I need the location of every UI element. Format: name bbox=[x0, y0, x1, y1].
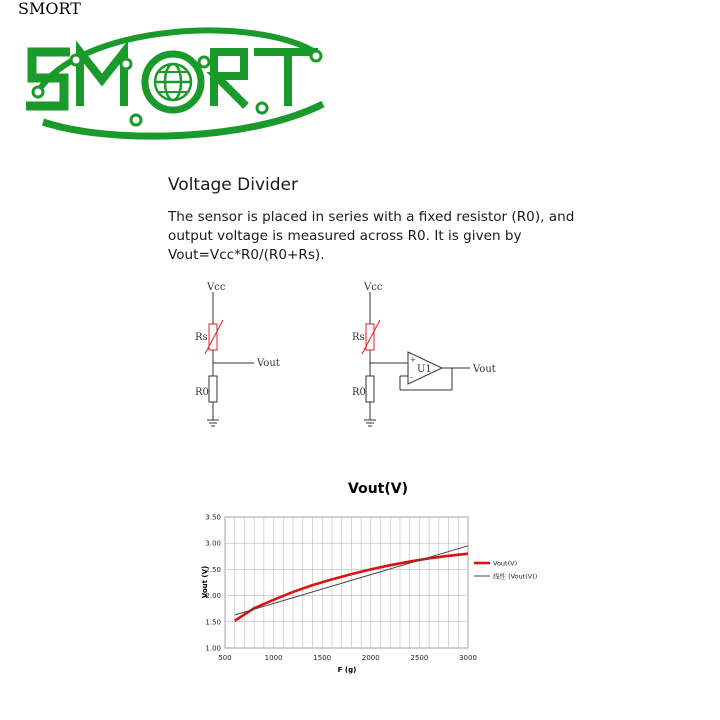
vcc-label: Vcc bbox=[207, 282, 226, 293]
globe-icon bbox=[145, 54, 201, 110]
description-line: The sensor is placed in series with a fixed resistor (R0), and bbox=[168, 209, 575, 225]
legend-entry: 线性 (Vout(V)) bbox=[493, 572, 538, 581]
y-tick-label: 2.50 bbox=[205, 565, 221, 574]
x-axis-label: F (g) bbox=[337, 666, 357, 674]
legend-entry: Vout(V) bbox=[493, 559, 518, 568]
r0-label: R0 bbox=[352, 387, 366, 398]
x-tick-label: 500 bbox=[218, 654, 232, 662]
r0-label: R0 bbox=[195, 387, 209, 398]
x-tick-label: 2500 bbox=[410, 654, 429, 662]
description-text bbox=[168, 208, 588, 265]
description-line: output voltage is measured across R0. It is given by bbox=[168, 228, 522, 244]
x-tick-label: 1000 bbox=[264, 654, 283, 662]
y-tick-label: 1.00 bbox=[205, 644, 221, 653]
smort-logo bbox=[18, 0, 328, 140]
svg-text:SMORT: SMORT bbox=[18, 0, 81, 18]
plot-area bbox=[225, 517, 468, 648]
rs-label: Rs bbox=[195, 332, 208, 343]
circuit-diagrams bbox=[180, 278, 520, 438]
y-tick-label: 2.00 bbox=[205, 592, 221, 601]
opamp-minus-label: - bbox=[410, 373, 413, 382]
vout-chart bbox=[190, 472, 570, 682]
vout-label: Vout bbox=[473, 364, 496, 375]
y-tick-label: 1.50 bbox=[205, 618, 221, 627]
chart-title: Vout(V) bbox=[348, 481, 408, 497]
vcc-label: Vcc bbox=[364, 282, 383, 293]
x-tick-label: 2000 bbox=[361, 654, 380, 662]
x-tick-label: 3000 bbox=[459, 654, 477, 662]
rs-label: Rs bbox=[352, 332, 365, 343]
y-tick-label: 3.00 bbox=[205, 539, 221, 548]
description-line: Vout=Vcc*R0/(R0+Rs). bbox=[168, 247, 325, 263]
section-title: Voltage Divider bbox=[168, 175, 299, 195]
y-tick-label: 3.50 bbox=[205, 513, 221, 522]
y-axis-label: Vout (V) bbox=[201, 565, 209, 599]
u1-label: U1 bbox=[417, 364, 432, 375]
x-tick-label: 1500 bbox=[313, 654, 332, 662]
opamp-plus-label: + bbox=[410, 356, 416, 364]
vout-label: Vout bbox=[257, 358, 280, 369]
